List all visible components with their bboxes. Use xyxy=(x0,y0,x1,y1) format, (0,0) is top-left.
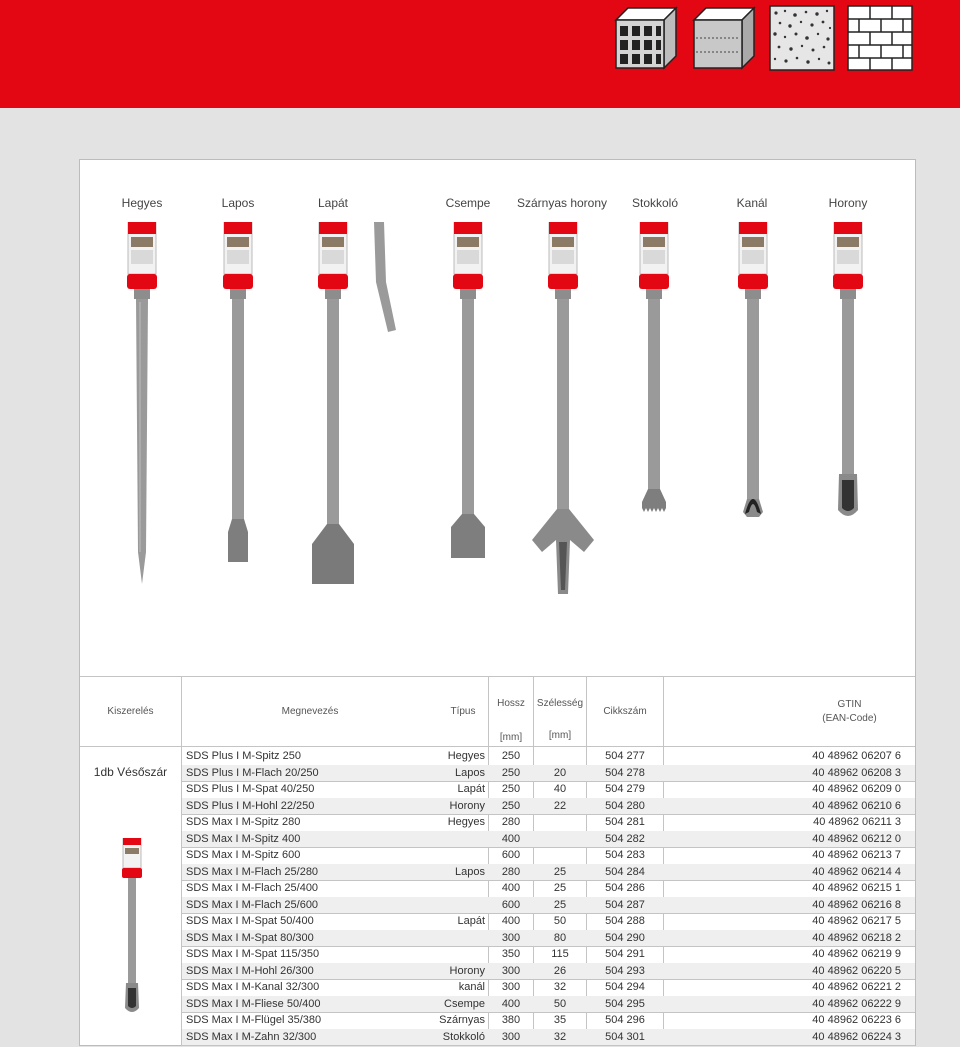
cell-width: 25 xyxy=(553,882,567,894)
cell-length: 300 xyxy=(501,981,521,993)
tile-chisel-image xyxy=(443,222,493,592)
winged-chisel-image xyxy=(528,222,598,597)
cell-article-number: 504 294 xyxy=(605,981,645,993)
cell-name: SDS Max I M-Zahn 32/300 xyxy=(186,1030,317,1043)
cell-length: 400 xyxy=(501,997,521,1010)
cell-length: 600 xyxy=(501,898,521,911)
hollow-brick-icon xyxy=(612,4,680,72)
cell-type: Lapát xyxy=(457,915,485,927)
cell-width: 26 xyxy=(553,964,567,977)
cell-article-number: 504 287 xyxy=(605,898,645,911)
cell-name: SDS Max I M-Spitz 400 xyxy=(186,832,301,845)
header-length: Hossz xyxy=(497,698,525,709)
cell-name: SDS Plus I M-Flach 20/250 xyxy=(186,766,319,779)
gouge-chisel-image xyxy=(731,222,775,592)
cell-gtin: 40 48962 06216 8 xyxy=(812,898,901,911)
cell-gtin: 40 48962 06210 6 xyxy=(812,799,901,812)
cell-gtin: 40 48962 06215 1 xyxy=(812,882,901,894)
cell-article-number: 504 283 xyxy=(605,849,645,861)
header-gtin-sub: (EAN-Code) xyxy=(822,713,877,724)
header-type: Típus xyxy=(450,706,476,717)
cell-length: 300 xyxy=(501,1030,521,1043)
cell-type: Stokkoló xyxy=(442,1030,485,1043)
solid-brick-icon xyxy=(846,4,914,72)
tool-type-label-horony: Horony xyxy=(828,196,868,210)
cell-gtin: 40 48962 06208 3 xyxy=(812,766,901,779)
cell-name: SDS Max I M-Spat 50/400 xyxy=(186,915,314,927)
cell-type: Szárnyas xyxy=(439,1014,485,1026)
cell-type: Lapos xyxy=(455,766,485,779)
cell-type: Horony xyxy=(449,964,485,977)
cell-length: 250 xyxy=(501,799,521,812)
cell-width: 25 xyxy=(553,865,567,878)
cell-width: 35 xyxy=(553,1014,567,1026)
packaged-chisel-image xyxy=(118,838,146,1016)
flat-chisel-image xyxy=(218,222,258,592)
cell-gtin: 40 48962 06214 4 xyxy=(812,865,901,878)
cell-width: 80 xyxy=(553,931,567,944)
cell-article-number: 504 293 xyxy=(605,964,645,977)
header-name: Megnevezés xyxy=(281,706,339,717)
cell-article-number: 504 295 xyxy=(605,997,645,1010)
cell-width: 40 xyxy=(553,783,567,795)
cell-gtin: 40 48962 06222 9 xyxy=(812,997,901,1010)
cell-type xyxy=(436,930,485,946)
cell-article-number: 504 279 xyxy=(605,783,645,795)
cell-article-number: 504 301 xyxy=(605,1030,645,1043)
cell-width: 50 xyxy=(553,915,567,927)
table-column-divider xyxy=(181,676,182,1046)
cell-type xyxy=(436,880,485,896)
aerated-concrete-icon xyxy=(768,4,836,72)
cell-article-number: 504 284 xyxy=(605,865,645,878)
cell-width xyxy=(534,831,586,847)
cell-length: 250 xyxy=(501,750,521,762)
tool-type-label-csempe: Csempe xyxy=(445,196,491,210)
cell-length: 350 xyxy=(501,948,521,960)
cell-gtin: 40 48962 06220 5 xyxy=(812,964,901,977)
cell-gtin: 40 48962 06223 6 xyxy=(812,1014,901,1026)
brand-header xyxy=(0,0,960,108)
tool-type-label-lapos: Lapos xyxy=(221,196,255,210)
tool-type-label-lapat: Lapát xyxy=(317,196,349,210)
tool-type-label-kanal: Kanál xyxy=(736,196,768,210)
cell-gtin: 40 48962 06218 2 xyxy=(812,931,901,944)
header-width: Szélesség xyxy=(536,698,584,709)
cell-article-number: 504 286 xyxy=(605,882,645,894)
cell-length: 400 xyxy=(501,832,521,845)
cell-gtin: 40 48962 06213 7 xyxy=(812,849,901,861)
tool-type-label-szarnyas-horony: Szárnyas horony xyxy=(516,196,608,210)
cell-article-number: 504 290 xyxy=(605,931,645,944)
header-length-unit: [mm] xyxy=(499,732,523,743)
cell-length: 250 xyxy=(501,783,521,795)
toothed-chisel-image xyxy=(632,222,676,592)
cell-length: 400 xyxy=(501,882,521,894)
cell-type: Horony xyxy=(449,799,485,812)
table-header-border xyxy=(80,746,915,747)
cell-name: SDS Max I M-Flügel 35/380 xyxy=(186,1014,322,1026)
cell-article-number: 504 281 xyxy=(605,816,645,828)
header-packaging: Kiszerelés xyxy=(107,706,154,717)
cell-type xyxy=(436,897,485,913)
cell-length: 380 xyxy=(501,1014,521,1026)
cell-article-number: 504 278 xyxy=(605,766,645,779)
cell-length: 400 xyxy=(501,915,521,927)
tile-chisel-side-image xyxy=(366,222,402,342)
cell-width: 22 xyxy=(553,799,567,812)
cell-gtin: 40 48962 06207 6 xyxy=(812,750,901,762)
cell-gtin: 40 48962 06224 3 xyxy=(812,1030,901,1043)
cell-name: SDS Plus I M-Hohl 22/250 xyxy=(186,799,315,812)
cell-article-number: 504 280 xyxy=(605,799,645,812)
cell-gtin: 40 48962 06212 0 xyxy=(812,832,901,845)
cell-type: Hegyes xyxy=(447,816,485,828)
cell-article-number: 504 291 xyxy=(605,948,645,960)
cell-type xyxy=(436,847,485,863)
cell-name: SDS Max I M-Hohl 26/300 xyxy=(186,964,314,977)
cell-type xyxy=(436,946,485,962)
cell-width: 32 xyxy=(553,1030,567,1043)
cell-width: 20 xyxy=(553,766,567,779)
cell-gtin: 40 48962 06209 0 xyxy=(812,783,901,795)
cell-width xyxy=(534,748,586,764)
cell-name: SDS Max I M-Flach 25/600 xyxy=(186,898,319,911)
cell-gtin: 40 48962 06211 3 xyxy=(813,816,901,828)
cell-length: 280 xyxy=(501,865,521,878)
cell-type: Hegyes xyxy=(447,750,485,762)
packaging-value: 1db Vésőszár xyxy=(93,765,168,779)
cell-article-number: 504 277 xyxy=(605,750,645,762)
header-width-unit: [mm] xyxy=(548,730,572,741)
tool-type-label-stokkolo: Stokkoló xyxy=(631,196,679,210)
cell-length: 300 xyxy=(501,931,521,944)
cell-type xyxy=(436,831,485,847)
cell-length: 300 xyxy=(501,964,521,977)
cell-name: SDS Max I M-Spat 80/300 xyxy=(186,931,314,944)
cell-type: kanál xyxy=(458,981,485,993)
header-article-number: Cikkszám xyxy=(603,706,647,717)
cell-type: Lapát xyxy=(457,783,485,795)
cell-name: SDS Max I M-Kanal 32/300 xyxy=(186,981,320,993)
cell-gtin: 40 48962 06217 5 xyxy=(812,915,901,927)
concrete-block-icon xyxy=(690,4,758,72)
cell-type: Csempe xyxy=(444,997,485,1010)
cell-width: 25 xyxy=(553,898,567,911)
cell-gtin: 40 48962 06219 9 xyxy=(812,948,901,960)
pointed-chisel-image xyxy=(122,222,162,592)
cell-article-number: 504 282 xyxy=(605,832,645,845)
cell-name: SDS Max I M-Flach 25/400 xyxy=(186,882,319,894)
cell-name: SDS Plus I M-Spitz 250 xyxy=(186,750,301,762)
cell-length: 600 xyxy=(501,849,521,861)
table-top-border xyxy=(80,676,915,677)
cell-gtin: 40 48962 06221 2 xyxy=(812,981,901,993)
cell-name: SDS Max I M-Spitz 280 xyxy=(186,816,301,828)
cell-width: 50 xyxy=(553,997,567,1010)
cell-name: SDS Max I M-Spat 115/350 xyxy=(186,948,320,960)
cell-article-number: 504 288 xyxy=(605,915,645,927)
cell-width xyxy=(534,847,586,863)
cell-name: SDS Max I M-Fliese 50/400 xyxy=(186,997,321,1010)
hollow-chisel-image xyxy=(826,222,870,592)
spade-chisel-image xyxy=(308,222,358,592)
cell-name: SDS Plus I M-Spat 40/250 xyxy=(186,783,315,795)
cell-name: SDS Max I M-Spitz 600 xyxy=(186,849,301,861)
cell-article-number: 504 296 xyxy=(605,1014,645,1026)
cell-length: 250 xyxy=(501,766,521,779)
cell-width: 115 xyxy=(551,948,569,960)
tool-type-label-hegyes: Hegyes xyxy=(121,196,163,210)
cell-width xyxy=(534,814,586,830)
table-row-divider xyxy=(182,1045,915,1046)
cell-length: 280 xyxy=(501,816,521,828)
cell-width: 32 xyxy=(553,981,567,993)
header-gtin: GTIN xyxy=(837,699,862,710)
cell-type: Lapos xyxy=(455,865,485,878)
cell-name: SDS Max I M-Flach 25/280 xyxy=(186,865,319,878)
